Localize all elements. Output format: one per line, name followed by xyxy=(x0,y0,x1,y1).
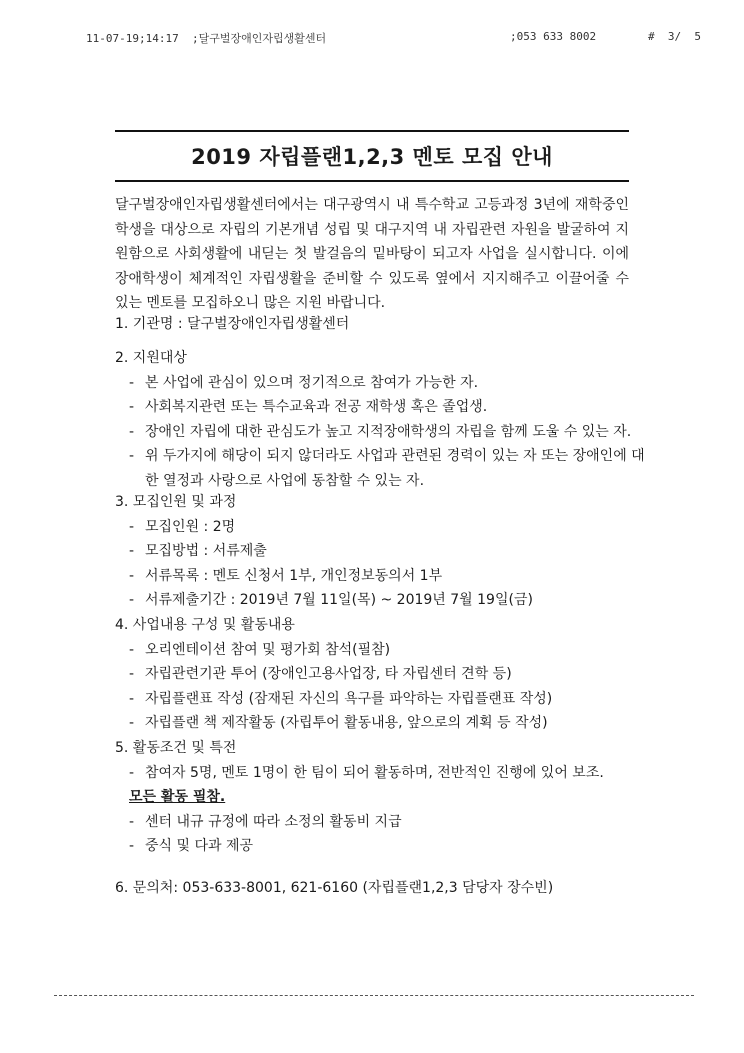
list-item: - 서류목록 : 멘토 신청서 1부, 개인정보동의서 1부 xyxy=(129,567,443,584)
list-item: - 중식 및 다과 제공 xyxy=(129,838,254,854)
fax-page-number: # 3/ 5 xyxy=(648,30,701,43)
section-title: 4. 사업내용 구성 및 활동내용 xyxy=(115,617,295,633)
section-activities xyxy=(115,613,655,736)
section-conditions xyxy=(115,736,655,859)
fax-phone: ;053 633 8002 xyxy=(510,30,597,43)
list-item: - 오리엔테이션 참여 및 평가회 참석(필참) xyxy=(129,641,391,658)
section-title: 6. 문의처: 053-633-8001, 621-6160 (자립플랜1,2,3 담당자 장수빈) xyxy=(115,880,554,896)
list-item: - 사회복지관련 또는 특수교육과 전공 재학생 혹은 졸업생. xyxy=(129,399,488,415)
mandatory-note: 모든 활동 필참. xyxy=(129,789,226,805)
title-box xyxy=(115,130,629,182)
section-title: 5. 활동조건 및 특전 xyxy=(115,740,237,756)
list-item: - 자립플랜 책 제작활동 (자립투어 활동내용, 앞으로의 계획 등 작성) xyxy=(129,715,548,731)
intro-paragraph xyxy=(115,193,629,316)
section-title: 3. 모집인원 및 과정 xyxy=(115,494,237,510)
section-recruitment xyxy=(115,490,655,613)
list-item: - 위 두가지에 해당이 되지 않더라도 사업과 관련된 경력이 있는 자 또는 장애인에 대한 열정과 사랑으로 사업에 동참할 수 있는 자. xyxy=(129,448,645,489)
list-item: - 모집방법 : 서류제출 xyxy=(129,543,267,559)
list-item: - 서류제출기간 : 2019년 7월 11일(목) ~ 2019년 7월 19일(금) xyxy=(129,592,533,608)
list-item: - 장애인 자립에 대한 관심도가 높고 지적장애학생의 자립을 함께 도울 수 있는 자. xyxy=(129,423,632,440)
list-item: - 참여자 5명, 멘토 1명이 한 팀이 되어 활동하며, 전반적인 진행에 있어 보조. xyxy=(129,764,604,781)
fax-sender: 11-07-19;14:17 ;달구벌장애인자립생활센터 xyxy=(86,32,327,45)
section-title: 1. 기관명 : 달구벌장애인자립생활센터 xyxy=(115,316,350,332)
list-item: - 자립관련기관 투어 (장애인고용사업장, 타 자립센터 견학 등) xyxy=(129,666,512,682)
document-title: 2019 자립플랜1,2,3 멘토 모집 안내 xyxy=(191,145,553,169)
section-eligibility xyxy=(115,346,655,493)
fax-header xyxy=(0,30,744,46)
section-organization xyxy=(115,312,655,337)
list-item: - 센터 내규 규정에 따라 소정의 활동비 지급 xyxy=(129,813,402,830)
section-contact xyxy=(115,876,655,901)
list-item: - 자립플랜표 작성 (잠재된 자신의 욕구를 파악하는 자립플랜표 작성) xyxy=(129,690,553,707)
footer-divider xyxy=(54,995,694,996)
list-item: - 모집인원 : 2명 xyxy=(129,518,236,535)
section-title: 2. 지원대상 xyxy=(115,350,187,366)
intro-text: 달구벌장애인자립생활센터에서는 대구광역시 내 특수학교 고등과정 3년에 재학중인 학생을 대상으로 자립의 기본개념 성립 및 대구지역 내 자립관련 자원을 발굴하여 지원함으로 사회생활에 내딛는 첫 발걸음의 밑바탕이 되고자 사업을 실시합니다. 이에 장애학생이 체계적인 자립생활을 준비할 수 있도록 옆에서 지지해주고 이끌어줄 수 있는 멘토를 모집하오니 많은 지원 바랍니다. xyxy=(115,197,629,311)
list-item: - 본 사업에 관심이 있으며 정기적으로 참여가 가능한 자. xyxy=(129,374,479,391)
